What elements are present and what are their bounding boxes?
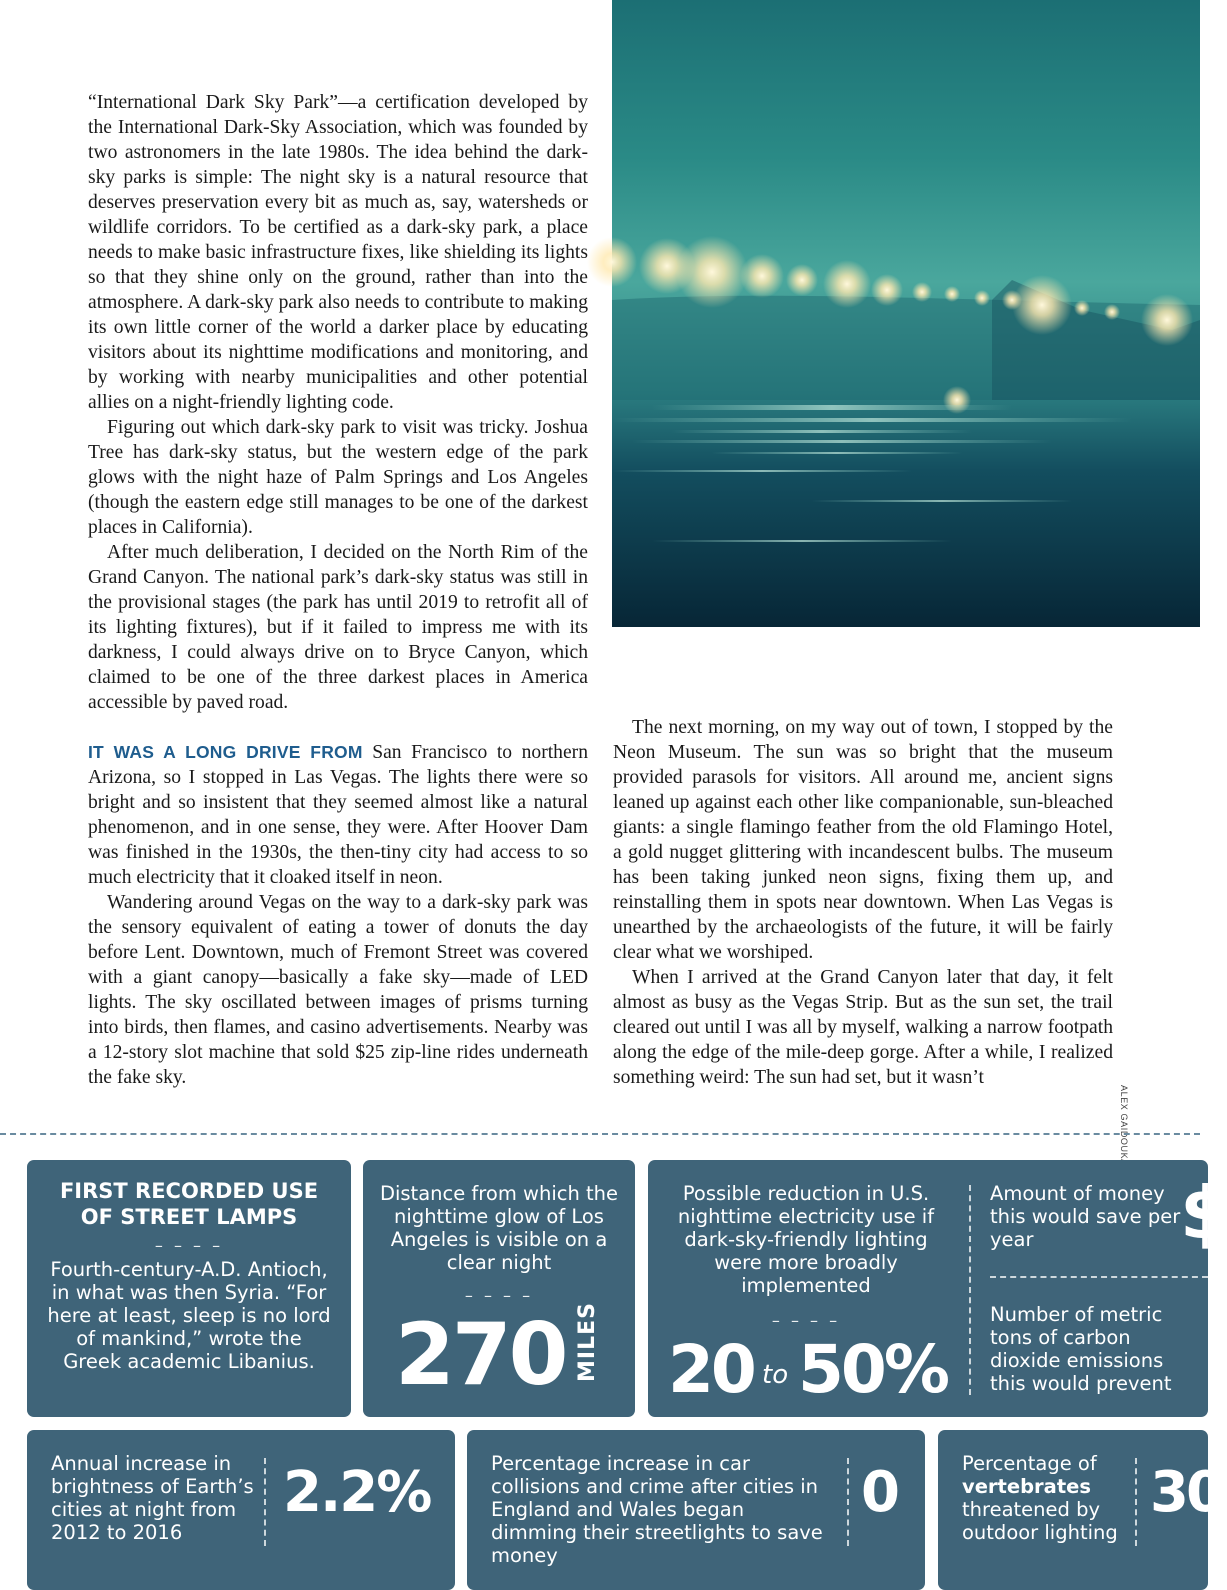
paragraph: [88, 740, 588, 890]
hero-photo: [612, 0, 1200, 627]
vertical-divider: [847, 1458, 849, 1546]
card-label: [962, 1452, 1142, 1544]
stat-value-cut: 30: [1150, 1460, 1222, 1525]
stat-connector: to: [762, 1360, 789, 1390]
stat-value-high: 50%: [798, 1331, 947, 1408]
paragraph: “International Dark Sky Park”—a certification developed by the International Dark-Sky Association, which was founded by two astronomers in the late 1980s. The idea behind the dark-sky parks is simple: The night sky is a natural resource that deserves preservation every bit as much as, say, watersheds or wildlife corridors. To be certified as a dark-sky park, a place needs to make basic infrastructure fixes, like shielding its lights so that they shine only on the ground, rather than into the atmosphere. A dark-sky park also needs to contribute to making its own little corner of the world a darker place by educating visitors about its nighttime modifications and monitoring, and by working with nearby municipalities and other potential allies on a night-friendly lighting code.: [88, 92, 588, 413]
article-column-right: [613, 715, 1113, 1090]
card-dash: – – – –: [464, 1286, 534, 1305]
paragraph-text: San Francisco to northern Arizona, so I stopped in Las Vegas. The lights there were so bright and so insistent that they seemed almost like a natural phenomenon, and in one sense, they were. After Hoover Dam was finished in the 1930s, the then-tiny city had access to so much electricity that it cloaked itself in neon.: [88, 742, 588, 888]
stat-card-brightness: [27, 1430, 455, 1590]
vertical-divider: [969, 1185, 971, 1395]
card-sub-label: Amount of money this would save per year: [990, 1182, 1181, 1251]
stat-value-cut: $: [1180, 1171, 1227, 1255]
stat-value: 0: [861, 1460, 897, 1525]
vertical-divider: [1135, 1458, 1137, 1546]
stat-card-vertebrates: [938, 1430, 1222, 1590]
stat-value: 2.2%: [283, 1460, 431, 1525]
paragraph: Figuring out which dark-sky park to visit was tricky. Joshua Tree has dark-sky status, but the western edge of the park glows with the night haze of Palm Springs and Los Angeles (though the eastern edge still manages to be one of the darkest places in California).: [88, 417, 588, 538]
paragraph: The next morning, on my way out of town, I stopped by the Neon Museum. The sun was so bright that the museum provided parasols for visitors. All around me, ancient signs leaned up against each other like companionable, sun-bleached giants: a single flamingo feather from the old Flamingo Hotel, a gold nugget glittering with incandescent bulbs. The museum has been taking junked neon signs, fixing them up, and reinstalling them in spots near downtown. When Las Vegas is unearthed by the archaeologists of the future, it will be fairly clear what we worshiped.: [613, 717, 1113, 963]
card-body: Fourth-century-A.D. Antioch, in what was then Syria. “For here at least, sleep is no lord of mankind,” wrote the Greek academic Libanius.: [47, 1258, 331, 1373]
stat-value-low: 20: [668, 1331, 754, 1408]
card-label: Distance from which the nighttime glow of Los Angeles is visible on a clear night: [379, 1182, 619, 1274]
horizontal-divider: [990, 1276, 1208, 1278]
stat-card-street-lamps: [27, 1160, 351, 1417]
card-label: Annual increase in brightness of Earth’s cities at night from 2012 to 2016: [51, 1452, 254, 1544]
card-sub-label: Number of metric tons of carbon dioxide emissions this would prevent: [990, 1303, 1172, 1395]
card-label: Possible reduction in U.S. nighttime electricity use if dark-sky-friendly lighting were more broadly implemented: [677, 1182, 935, 1297]
stat-card-la-glow: [363, 1160, 635, 1417]
stat-value: 270: [395, 1305, 566, 1405]
stat-card-collisions: [467, 1430, 925, 1590]
section-divider: [0, 1133, 1200, 1135]
label-text: threatened by outdoor lighting: [962, 1498, 1118, 1544]
stat-card-electricity: [648, 1160, 1227, 1417]
article-column-left-bottom: [88, 740, 588, 1090]
bridge-fog-photo: [612, 0, 1200, 627]
card-title: FIRST RECORDED USE OF STREET LAMPS: [59, 1179, 319, 1229]
label-text: Percentage of: [962, 1452, 1097, 1475]
card-dash: – – – –: [771, 1311, 841, 1330]
stat-unit: MILES: [575, 1302, 600, 1382]
section-lead-in: IT WAS A LONG DRIVE FROM: [88, 742, 363, 762]
card-dash: – – – –: [154, 1236, 224, 1255]
article-column-left-top: [88, 90, 588, 715]
vertical-divider: [264, 1458, 266, 1546]
paragraph: Wandering around Vegas on the way to a dark-sky park was the sensory equivalent of eating a tower of donuts the day before Lent. Downtown, much of Fremont Street was covered with a giant canopy—basically a fake sky—made of LED lights. The sky oscillated between images of prisms turning into birds, then flames, and casino advertisements. Nearby was a 12-story slot machine that sold $25 zip-line rides underneath the fake sky.: [88, 892, 588, 1088]
paragraph: After much deliberation, I decided on the North Rim of the Grand Canyon. The national park’s dark-sky status was still in the provisional stages (the park has until 2019 to retrofit all of its lighting fixtures), but if it failed to impress me with its darkness, I could always drive on to Bryce Canyon, which claimed to be one of the three darkest places in America accessible by paved road.: [88, 542, 588, 713]
paragraph: When I arrived at the Grand Canyon later that day, it felt almost as busy as the Vegas Strip. But as the sun set, the trail cleared out until I was all by myself, walking a narrow footpath along the edge of the mile-deep gorge. After a while, I realized something weird: The sun had set, but it wasn’t: [613, 967, 1113, 1088]
card-label: Percentage increase in car collisions and crime after cities in England and Wales began dimming their streetlights to save money: [491, 1452, 823, 1567]
label-emphasis: vertebrates: [962, 1475, 1091, 1498]
